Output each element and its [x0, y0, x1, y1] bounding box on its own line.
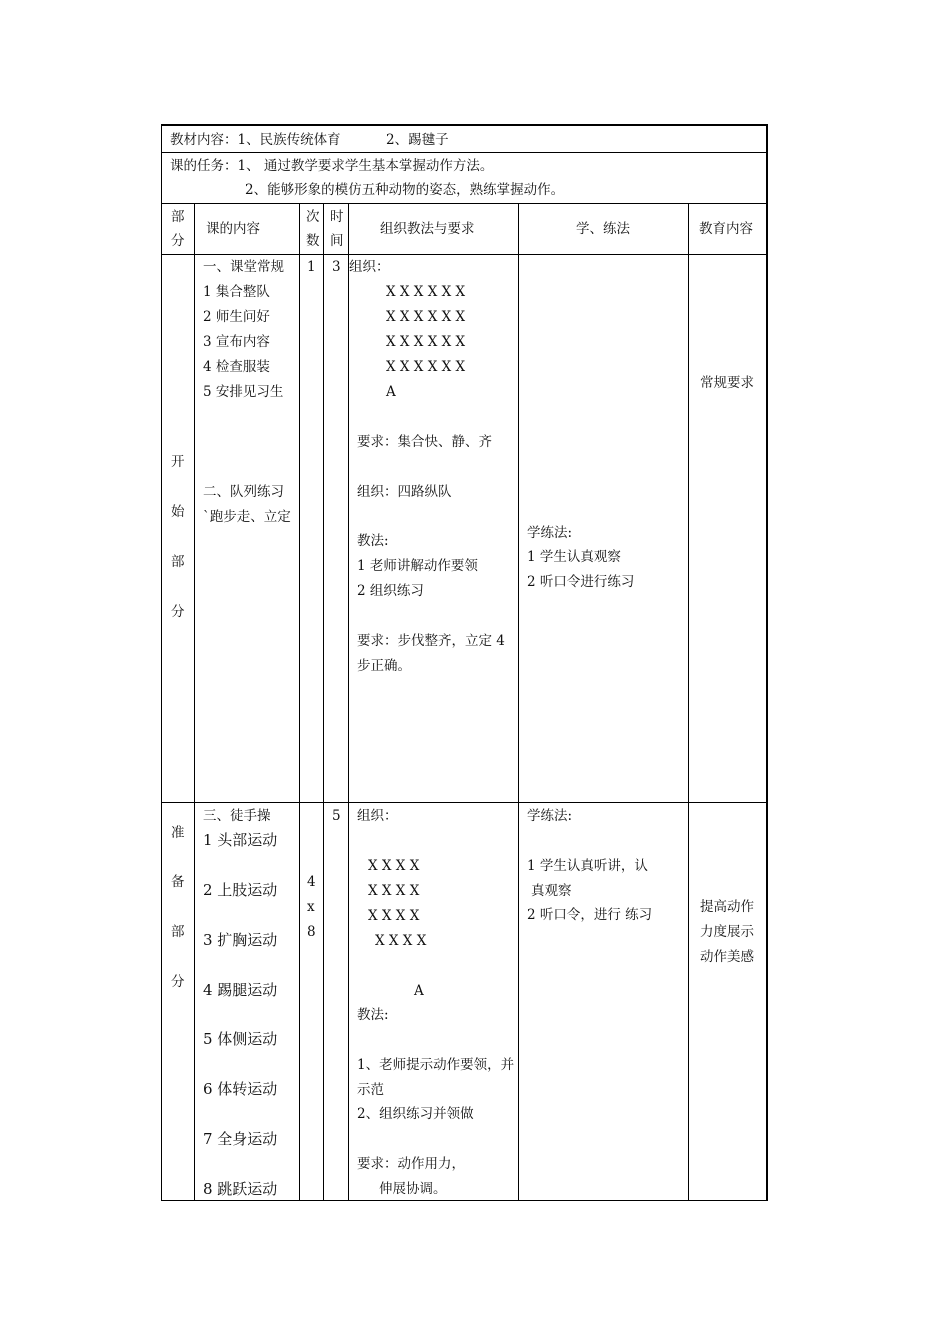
prep-education-line: 动作美感	[700, 949, 754, 965]
prep-exercise: 4 踢腿运动	[203, 981, 278, 999]
start-part-char: 开	[171, 454, 185, 470]
prep-requirement-a: 要求：动作用力，	[357, 1156, 465, 1172]
material-item-2: 2、踢毽子	[386, 132, 449, 148]
start-content-item: 2 师生问好	[203, 309, 270, 325]
prep-org-label: 组织：	[357, 808, 398, 824]
start-formation-row: X X X X X X	[386, 309, 466, 325]
prep-exercise: 7 全身运动	[203, 1130, 278, 1148]
start-org-2: 组织：四路纵队	[357, 484, 452, 500]
start-content-item: 4 检查服装	[203, 359, 270, 375]
prep-times-char: 4	[307, 874, 316, 890]
start-education: 常规要求	[700, 375, 754, 391]
col-duration-2: 间	[330, 233, 344, 249]
prep-method-label: 教法:	[357, 1007, 389, 1023]
start-formation-row: X X X X X X	[386, 284, 466, 300]
prep-part-char: 备	[171, 874, 185, 890]
prep-formation-row: X X X X	[368, 908, 420, 924]
material-label: 教材内容：1、民族传统体育	[170, 132, 341, 148]
col-education: 教育内容	[699, 221, 753, 237]
col-part-2: 分	[171, 233, 185, 249]
prep-method-1a: 1、老师提示动作要领，并	[357, 1057, 515, 1073]
start-content-item: 二、队列练习	[203, 484, 284, 500]
start-times: 1	[307, 259, 316, 275]
prep-practice-item: 1 学生认真听讲，认	[527, 858, 648, 874]
start-content-item: 5 安排见习生	[203, 384, 284, 400]
start-content-item: 1 集合整队	[203, 284, 270, 300]
start-formation-row: X X X X X X	[386, 334, 466, 350]
start-content-item: 一、课堂常规	[203, 259, 284, 275]
prep-exercise: 3 扩胸运动	[203, 931, 278, 949]
prep-requirement-b: 伸展协调。	[379, 1181, 447, 1197]
col-content: 课的内容	[206, 221, 260, 237]
prep-content-title: 三、徒手操	[203, 808, 271, 824]
prep-education-line: 力度展示	[700, 924, 754, 940]
prep-exercise: 2 上肢运动	[203, 881, 278, 899]
task-line-1: 课的任务：1、 通过教学要求学生基本掌握动作方法。	[170, 158, 494, 174]
prep-times-char: 8	[307, 924, 316, 940]
start-method-1: 1 老师讲解动作要领	[357, 558, 478, 574]
col-duration-1: 时	[330, 209, 344, 225]
prep-part-char: 分	[171, 974, 185, 990]
start-duration: 3	[332, 259, 341, 275]
col-part-1: 部	[171, 209, 185, 225]
start-practice-item: 1 学生认真观察	[527, 549, 621, 565]
prep-education-line: 提高动作	[700, 899, 754, 915]
start-part-char: 始	[171, 504, 185, 520]
prep-practice-item: 真观察	[531, 883, 572, 899]
prep-formation-row: X X X X	[368, 883, 420, 899]
prep-part-char: 部	[171, 924, 185, 940]
start-formation-row: X X X X X X	[386, 359, 466, 375]
start-org-label: 组织：	[349, 259, 390, 275]
col-times-2: 数	[306, 233, 320, 249]
prep-exercise: 6 体转运动	[203, 1080, 278, 1098]
prep-practice-item: 2 听口令，进行 练习	[527, 907, 653, 923]
prep-formation-row: X X X X	[368, 858, 420, 874]
task-line-2: 2、能够形象的模仿五种动物的姿态，熟练掌握动作。	[245, 182, 565, 198]
start-practice-item: 2 听口令进行练习	[527, 574, 635, 590]
prep-part-char: 准	[171, 825, 185, 841]
prep-teacher-mark: A	[414, 983, 424, 999]
prep-exercise: 1 头部运动	[203, 831, 278, 849]
start-content-item: `跑步走、立定	[203, 509, 291, 525]
start-content-item: 3 宣布内容	[203, 334, 270, 350]
prep-exercise: 8 跳跃运动	[203, 1180, 278, 1198]
start-requirement-1: 要求：集合快、静、齐	[357, 434, 492, 450]
start-part-char: 部	[171, 554, 185, 570]
start-practice-item: 学练法:	[527, 525, 573, 541]
start-requirement-2a: 要求：步伐整齐，立定 4	[357, 633, 505, 649]
prep-exercise: 5 体侧运动	[203, 1030, 278, 1048]
prep-method-1b: 示范	[357, 1082, 384, 1098]
start-method-label: 教法:	[357, 533, 389, 549]
prep-duration: 5	[332, 808, 341, 824]
col-method: 组织教法与要求	[380, 221, 475, 237]
col-times-1: 次	[306, 209, 320, 225]
start-method-2: 2 组织练习	[357, 583, 424, 599]
col-practice: 学、练法	[576, 221, 630, 237]
prep-formation-row: X X X X	[375, 933, 427, 949]
prep-times-char: x	[307, 899, 315, 915]
prep-method-2: 2、组织练习并领做	[357, 1106, 474, 1122]
start-requirement-2b: 步正确。	[357, 658, 411, 674]
start-teacher-mark: A	[386, 384, 396, 400]
prep-practice-item: 学练法:	[527, 808, 573, 824]
start-part-char: 分	[171, 604, 185, 620]
